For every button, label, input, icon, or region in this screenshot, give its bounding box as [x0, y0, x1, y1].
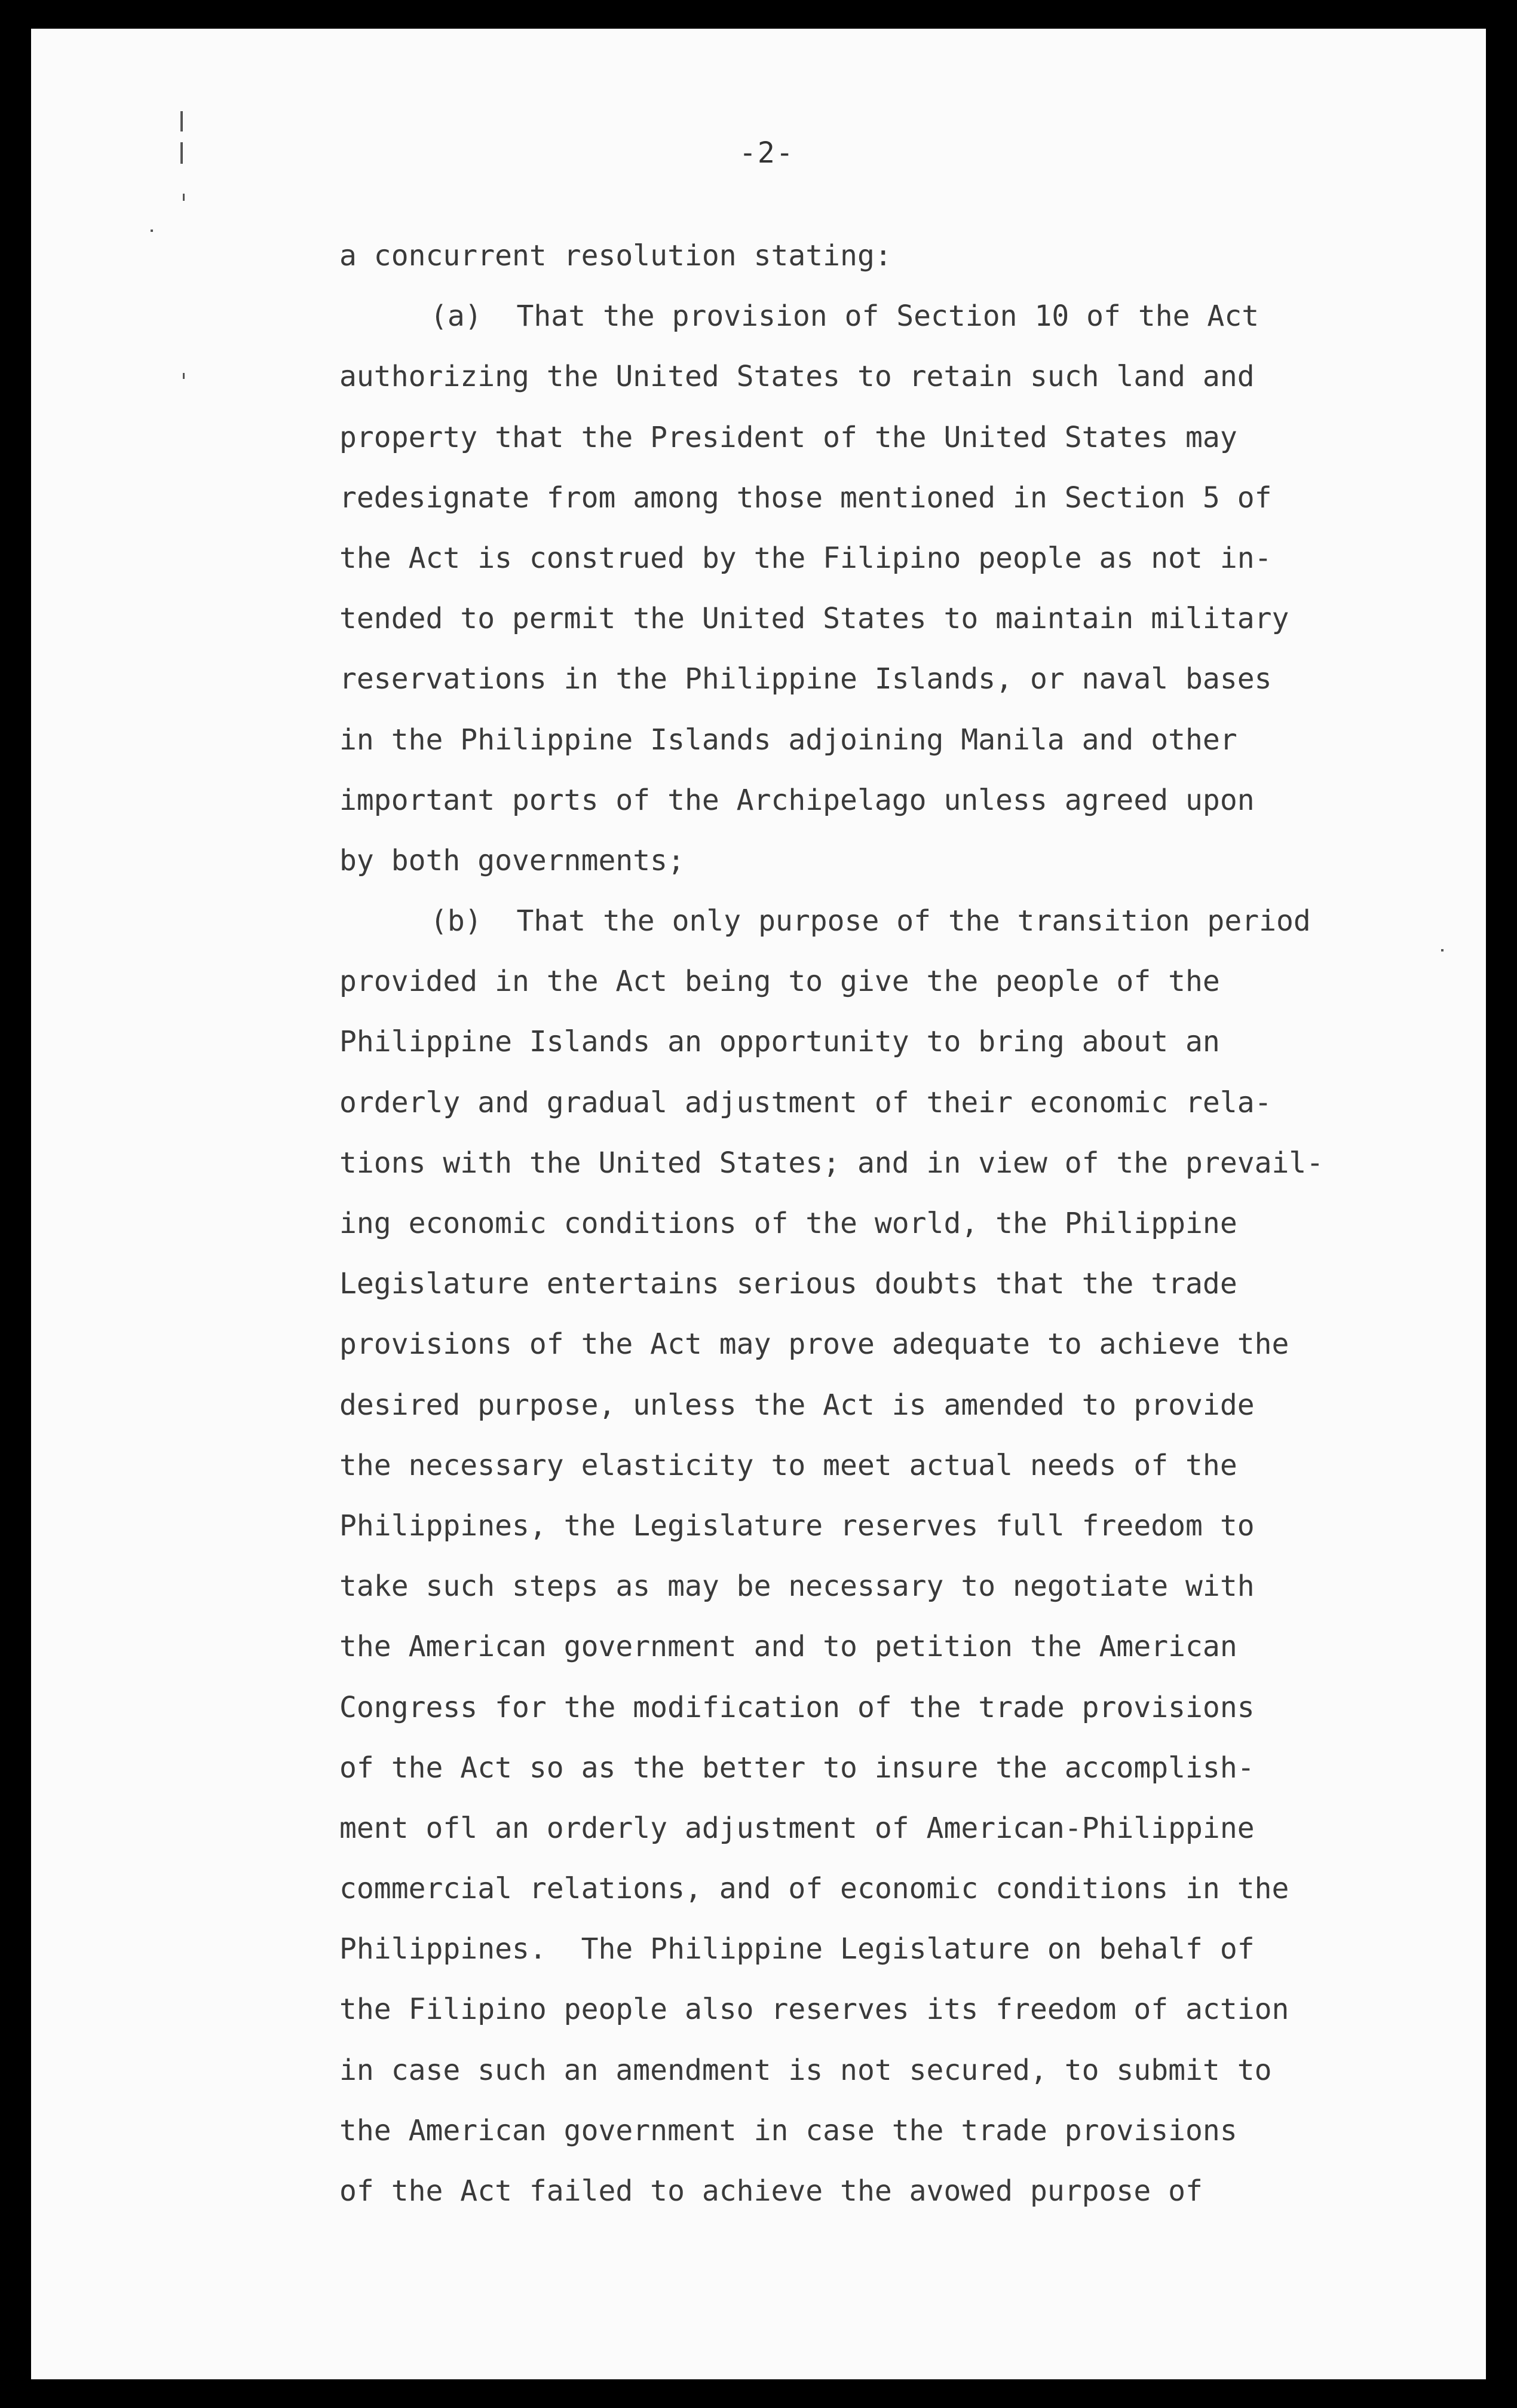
text-line: (a) That the provision of Section 10 of the Act: [430, 299, 1259, 333]
margin-mark: [183, 373, 185, 379]
text-line: by both governments;: [339, 843, 685, 877]
text-line: important ports of the Archipelago unless agreed upon: [339, 783, 1255, 817]
margin-mark: [180, 111, 183, 131]
text-line: redesignate from among those mentioned in Section 5 of: [339, 481, 1272, 515]
text-line: Philippine Islands an opportunity to bring about an: [339, 1025, 1220, 1059]
text-line: provisions of the Act may prove adequate to achieve the: [339, 1327, 1289, 1361]
text-line: provided in the Act being to give the people of the: [339, 965, 1220, 999]
margin-mark: [151, 230, 153, 232]
page-number: -2-: [739, 136, 795, 170]
text-line: Congress for the modification of the trade provisions: [339, 1690, 1255, 1724]
text-line: ment ofl an orderly adjustment of American-Philippine: [339, 1811, 1255, 1845]
text-line: tions with the United States; and in view of the prevail-: [339, 1146, 1324, 1180]
text-line: tended to permit the United States to maintain military: [339, 602, 1289, 636]
text-line: of the Act so as the better to insure the accomplish-: [339, 1751, 1255, 1785]
text-line: in the Philippine Islands adjoining Manila and other: [339, 723, 1237, 757]
text-line: property that the President of the United States may: [339, 420, 1237, 454]
text-line: in case such an amendment is not secured, to submit to: [339, 2053, 1272, 2087]
text-line: reservations in the Philippine Islands, or naval bases: [339, 662, 1272, 696]
text-line: commercial relations, and of economic conditions in the: [339, 1872, 1289, 1906]
text-line: desired purpose, unless the Act is amended to provide: [339, 1388, 1255, 1422]
text-line: Philippines, the Legislature reserves full freedom to: [339, 1509, 1255, 1543]
text-line: Legislature entertains serious doubts that the trade: [339, 1267, 1237, 1301]
text-line: orderly and gradual adjustment of their economic rela-: [339, 1085, 1272, 1119]
text-line: ing economic conditions of the world, the Philippine: [339, 1207, 1237, 1240]
text-line: the Act is construed by the Filipino people as not in-: [339, 541, 1272, 575]
margin-mark: [183, 194, 185, 201]
text-line: take such steps as may be necessary to negotiate with: [339, 1569, 1255, 1604]
margin-mark: [1441, 949, 1444, 951]
text-line: the Filipino people also reserves its freedom of action: [339, 1993, 1289, 2027]
text-line: (b) That the only purpose of the transition period: [430, 904, 1311, 938]
text-line: the American government in case the trade provisions: [339, 2113, 1237, 2147]
text-line: Philippines. The Philippine Legislature on behalf of: [339, 1932, 1255, 1966]
text-line: a concurrent resolution stating:: [339, 239, 892, 273]
text-line: authorizing the United States to retain such land and: [339, 360, 1255, 394]
margin-mark: [180, 142, 183, 164]
document-page: [31, 29, 1486, 2379]
text-line: the necessary elasticity to meet actual needs of the: [339, 1448, 1237, 1482]
text-line: the American government and to petition the American: [339, 1630, 1237, 1664]
body-text: [339, 226, 1391, 2222]
text-line: of the Act failed to achieve the avowed purpose of: [339, 2174, 1203, 2208]
